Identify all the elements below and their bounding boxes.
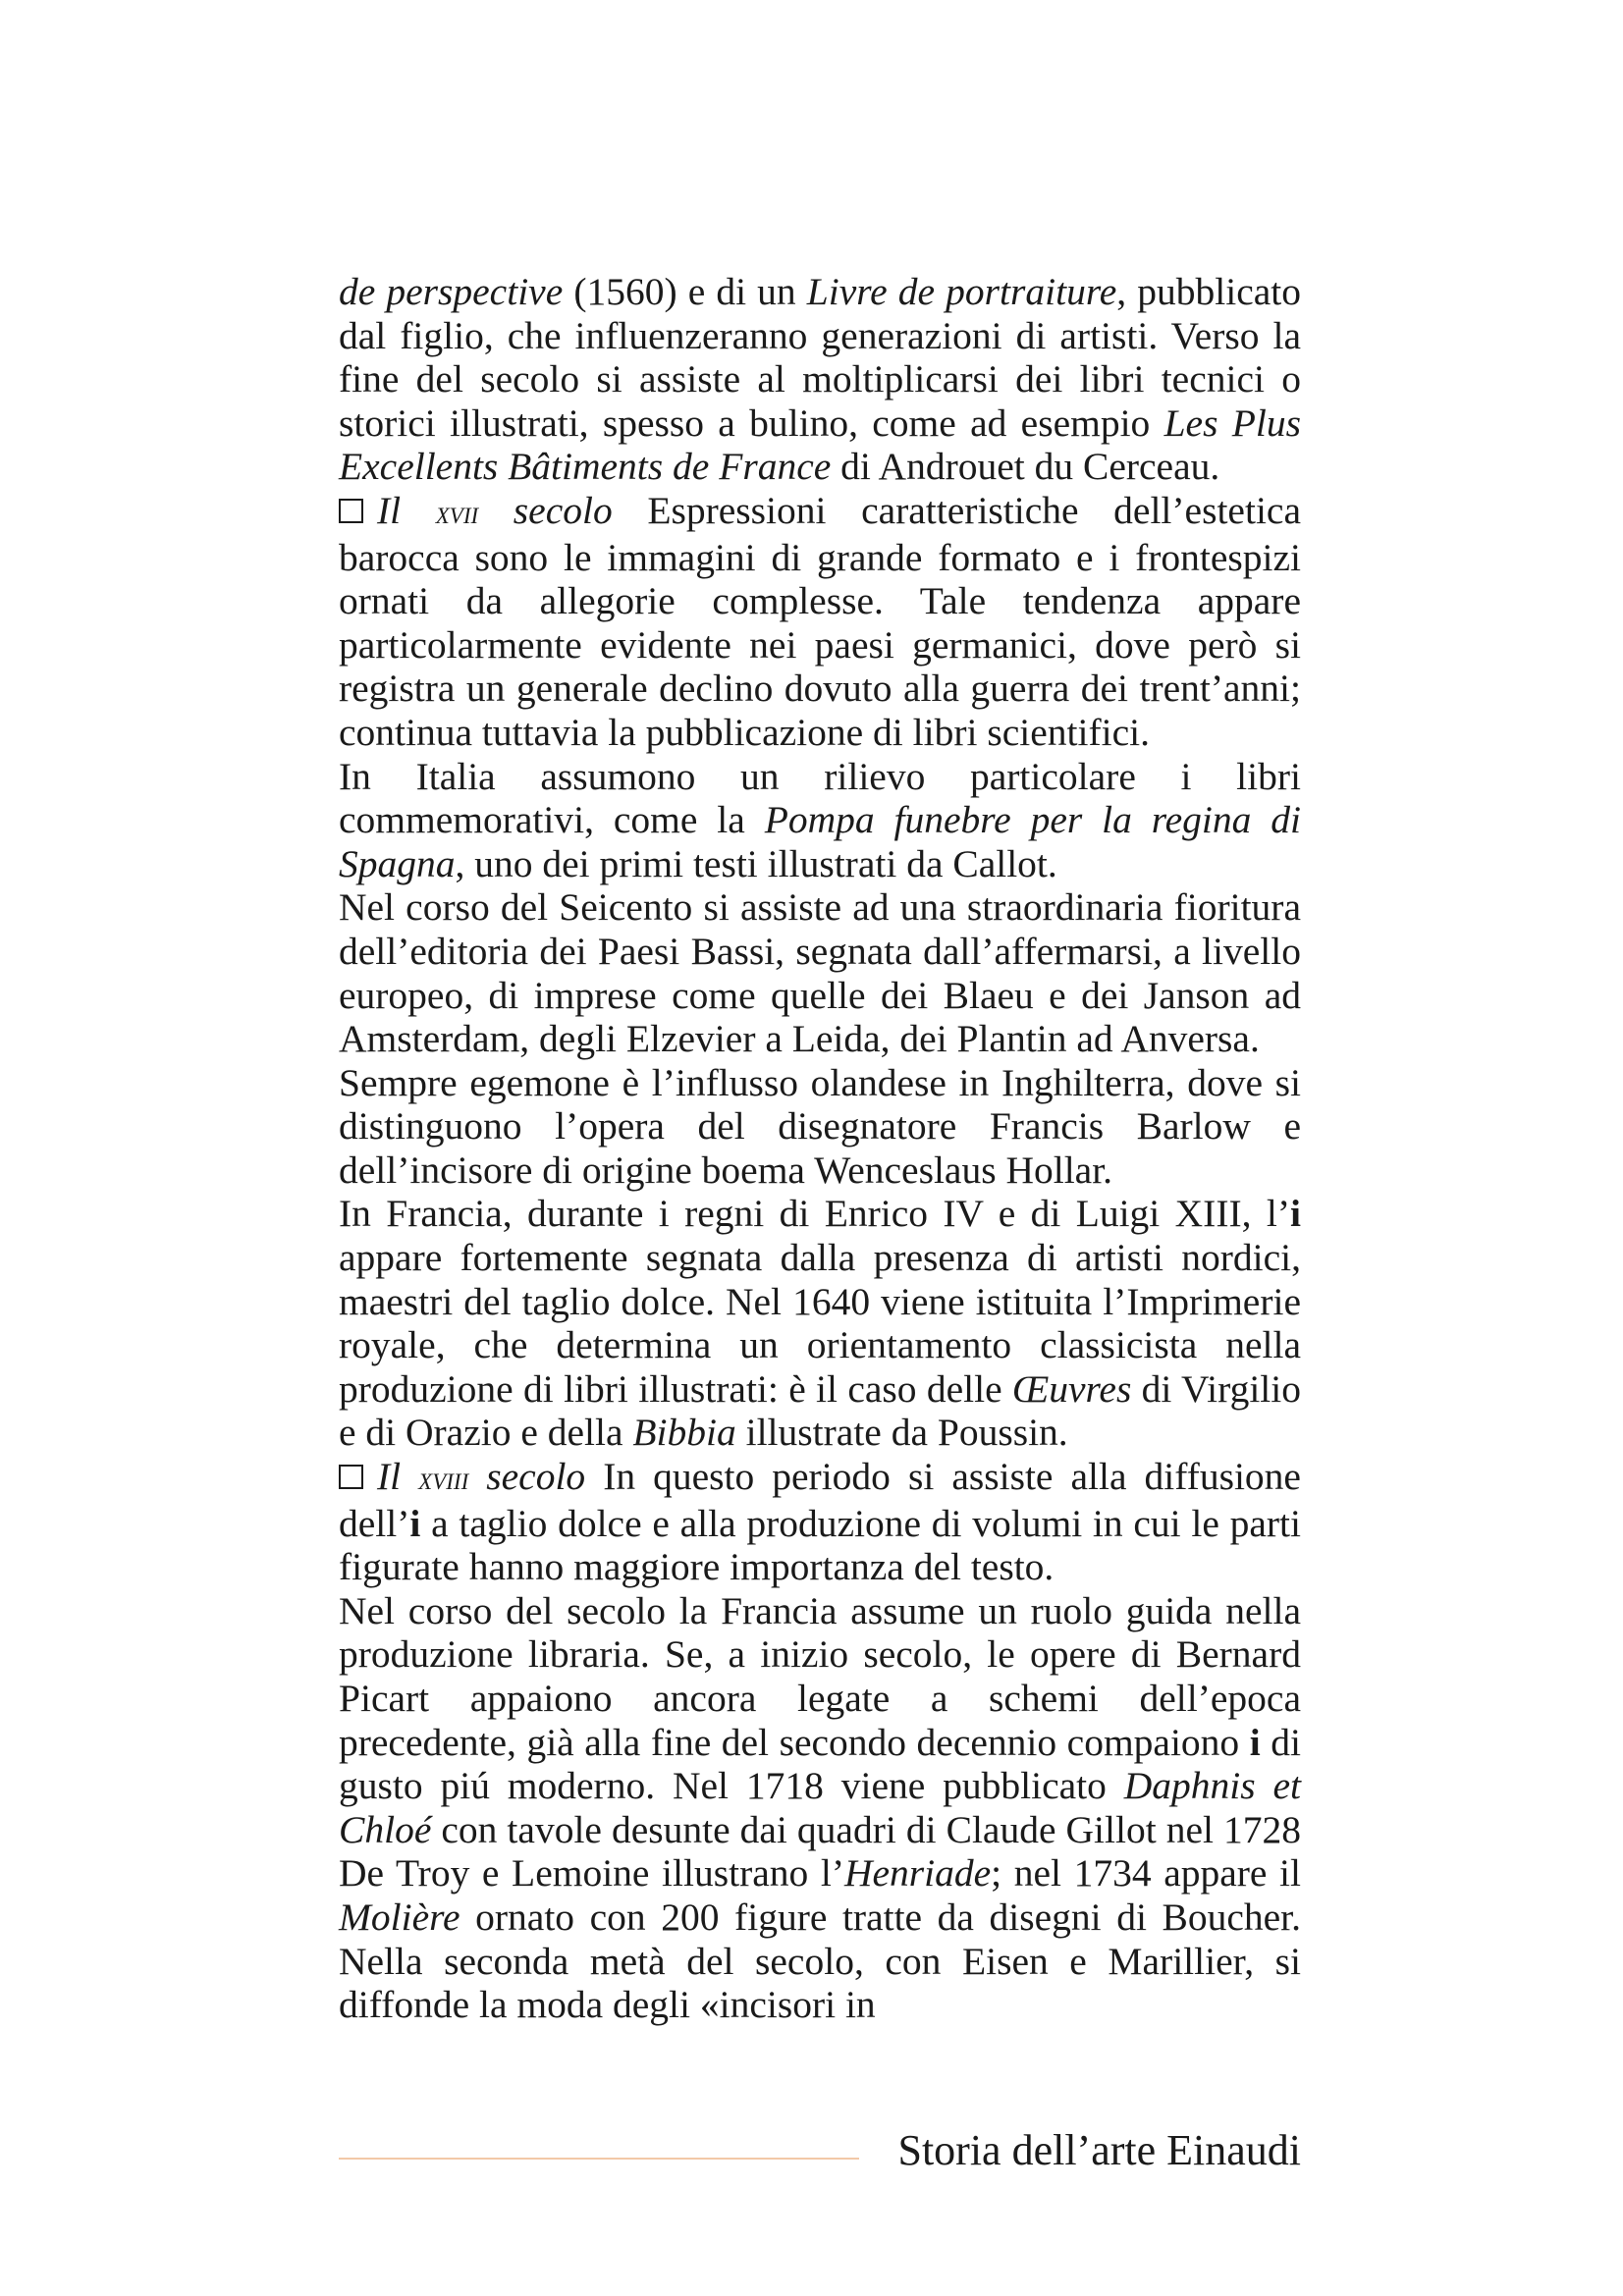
body-text-run: appare fortemente segnata dalla presenza di artisti nordici, maestri del taglio dolce. Nel 1640 viene istituita l’Imprimerie royale, che determina un orientamento classicista nella produzione di libri illustrati: è il caso delle — [339, 1236, 1301, 1411]
body-text-run: di Virgilio e di Orazio e della — [339, 1366, 1301, 1455]
paragraph — [339, 1589, 1301, 2027]
paragraph — [339, 755, 1301, 886]
paragraph — [339, 1455, 1301, 1589]
body-text-run: con tavole desunte dai quadri di Claude Gillot nel 1728 De Troy e Lemoine illustrano l’ — [339, 1807, 1301, 1896]
section-marker-box — [339, 499, 363, 523]
paragraph — [339, 270, 1301, 489]
italic-text: Il — [377, 488, 436, 532]
body-text-run: In questo periodo si assiste alla diffusione dell’ — [339, 1455, 1301, 1545]
body-text-run: illustrate da Poussin. — [735, 1411, 1068, 1455]
body-text-run: di gusto piú moderno. Nel 1718 viene pubblicato — [339, 1720, 1301, 1808]
body-text-run: ornato con 200 figure tratte da disegni di Boucher. Nella seconda metà del secolo, con Eisen e Marillier, si diffonde la moda degli «incisori in — [339, 1895, 1301, 2027]
paragraph — [339, 489, 1301, 755]
body-text-run: Sempre egemone è l’influsso olandese in Inghilterra, dove si distinguono l’opera del disegnatore Francis Barlow e dell’incisore di origine boema Wenceslaus Hollar. — [339, 1060, 1301, 1192]
italic-text: Pompa funebre per la regina di Spagna — [339, 798, 1301, 885]
italic-text: Livre de portraiture — [806, 270, 1117, 313]
paragraph — [339, 1061, 1301, 1193]
italic-text: Les Plus Excellents Bâtiments de France — [339, 400, 1301, 489]
section-marker-box — [339, 1465, 363, 1489]
body-text-run: , pubblicato dal figlio, che influenzeranno generazioni di artisti. Verso la fine del secolo si assiste al moltiplicarsi dei libri tecnici o storici illustrati, spesso a bulino, come ad esempio — [339, 270, 1301, 445]
body-text-run: In Italia assumono un rilievo particolare i libri commemorativi, come la — [339, 754, 1301, 842]
body-text-run: Espressioni caratteristiche dell’estetica barocca sono le immagini di grande formato e i frontespizi ornati da allegorie complesse. Tale tendenza appare particolarmente evidente nei paesi germanici, dove però si registra un generale declino dovuto alla guerra dei trent’anni; continua tuttavia la pubblicazione di libri scientifici. — [339, 488, 1301, 754]
italic-text: secolo — [468, 1455, 586, 1499]
body-text-run: (1560) e di un — [563, 270, 807, 313]
italic-text: Bibbia — [632, 1411, 736, 1455]
footer-title: Storia dell’arte Einaudi — [897, 2126, 1301, 2174]
body-text-run: di Androuet du Cerceau. — [831, 445, 1220, 489]
italic-text: Œuvres — [1011, 1366, 1132, 1411]
century-numeral: xvii — [435, 495, 479, 531]
italic-text: Il — [377, 1455, 419, 1499]
italic-text: Henriade — [843, 1851, 992, 1896]
body-text-run: Nel corso del Seicento si assiste ad una straordinaria fioritura dell’editoria dei Paesi Bassi, segnata dall’affermarsi, a livello europeo, di imprese come quelle dei Blaeu e dei Janson ad Amsterdam, degli Elzevier a Leida, dei Plantin ad Anversa. — [339, 885, 1301, 1061]
body-text-run: a taglio dolce e alla produzione di volumi in cui le parti figurate hanno maggiore importanza del testo. — [339, 1501, 1301, 1589]
italic-text: Molière — [339, 1895, 460, 1939]
footer-rule — [339, 2158, 859, 2160]
bold-abbreviation: i — [1290, 1192, 1301, 1236]
body-text-run: ; nel 1734 appare il — [991, 1851, 1301, 1896]
body-text-run: Nel corso del secolo la Francia assume un ruolo guida nella produzione libraria. Se, a inizio secolo, le opere di Bernard Picart appaiono ancora legate a schemi dell’epoca precedente, già alla fine del secondo decennio compaiono — [339, 1588, 1301, 1764]
century-numeral: xviii — [418, 1462, 469, 1498]
body-text-run: , uno dei primi testi illustrati da Callot. — [455, 841, 1057, 885]
italic-text: de perspective — [339, 270, 564, 313]
body-text-run: In Francia, durante i regni di Enrico IV e di Luigi XIII, l’ — [339, 1192, 1291, 1236]
paragraph — [339, 1192, 1301, 1455]
bold-abbreviation: i — [409, 1501, 421, 1545]
italic-text: secolo — [478, 488, 613, 532]
bold-abbreviation: i — [1249, 1720, 1261, 1764]
body-text — [339, 270, 1301, 2027]
paragraph — [339, 885, 1301, 1060]
italic-text: Daphnis et Chloé — [339, 1764, 1301, 1851]
